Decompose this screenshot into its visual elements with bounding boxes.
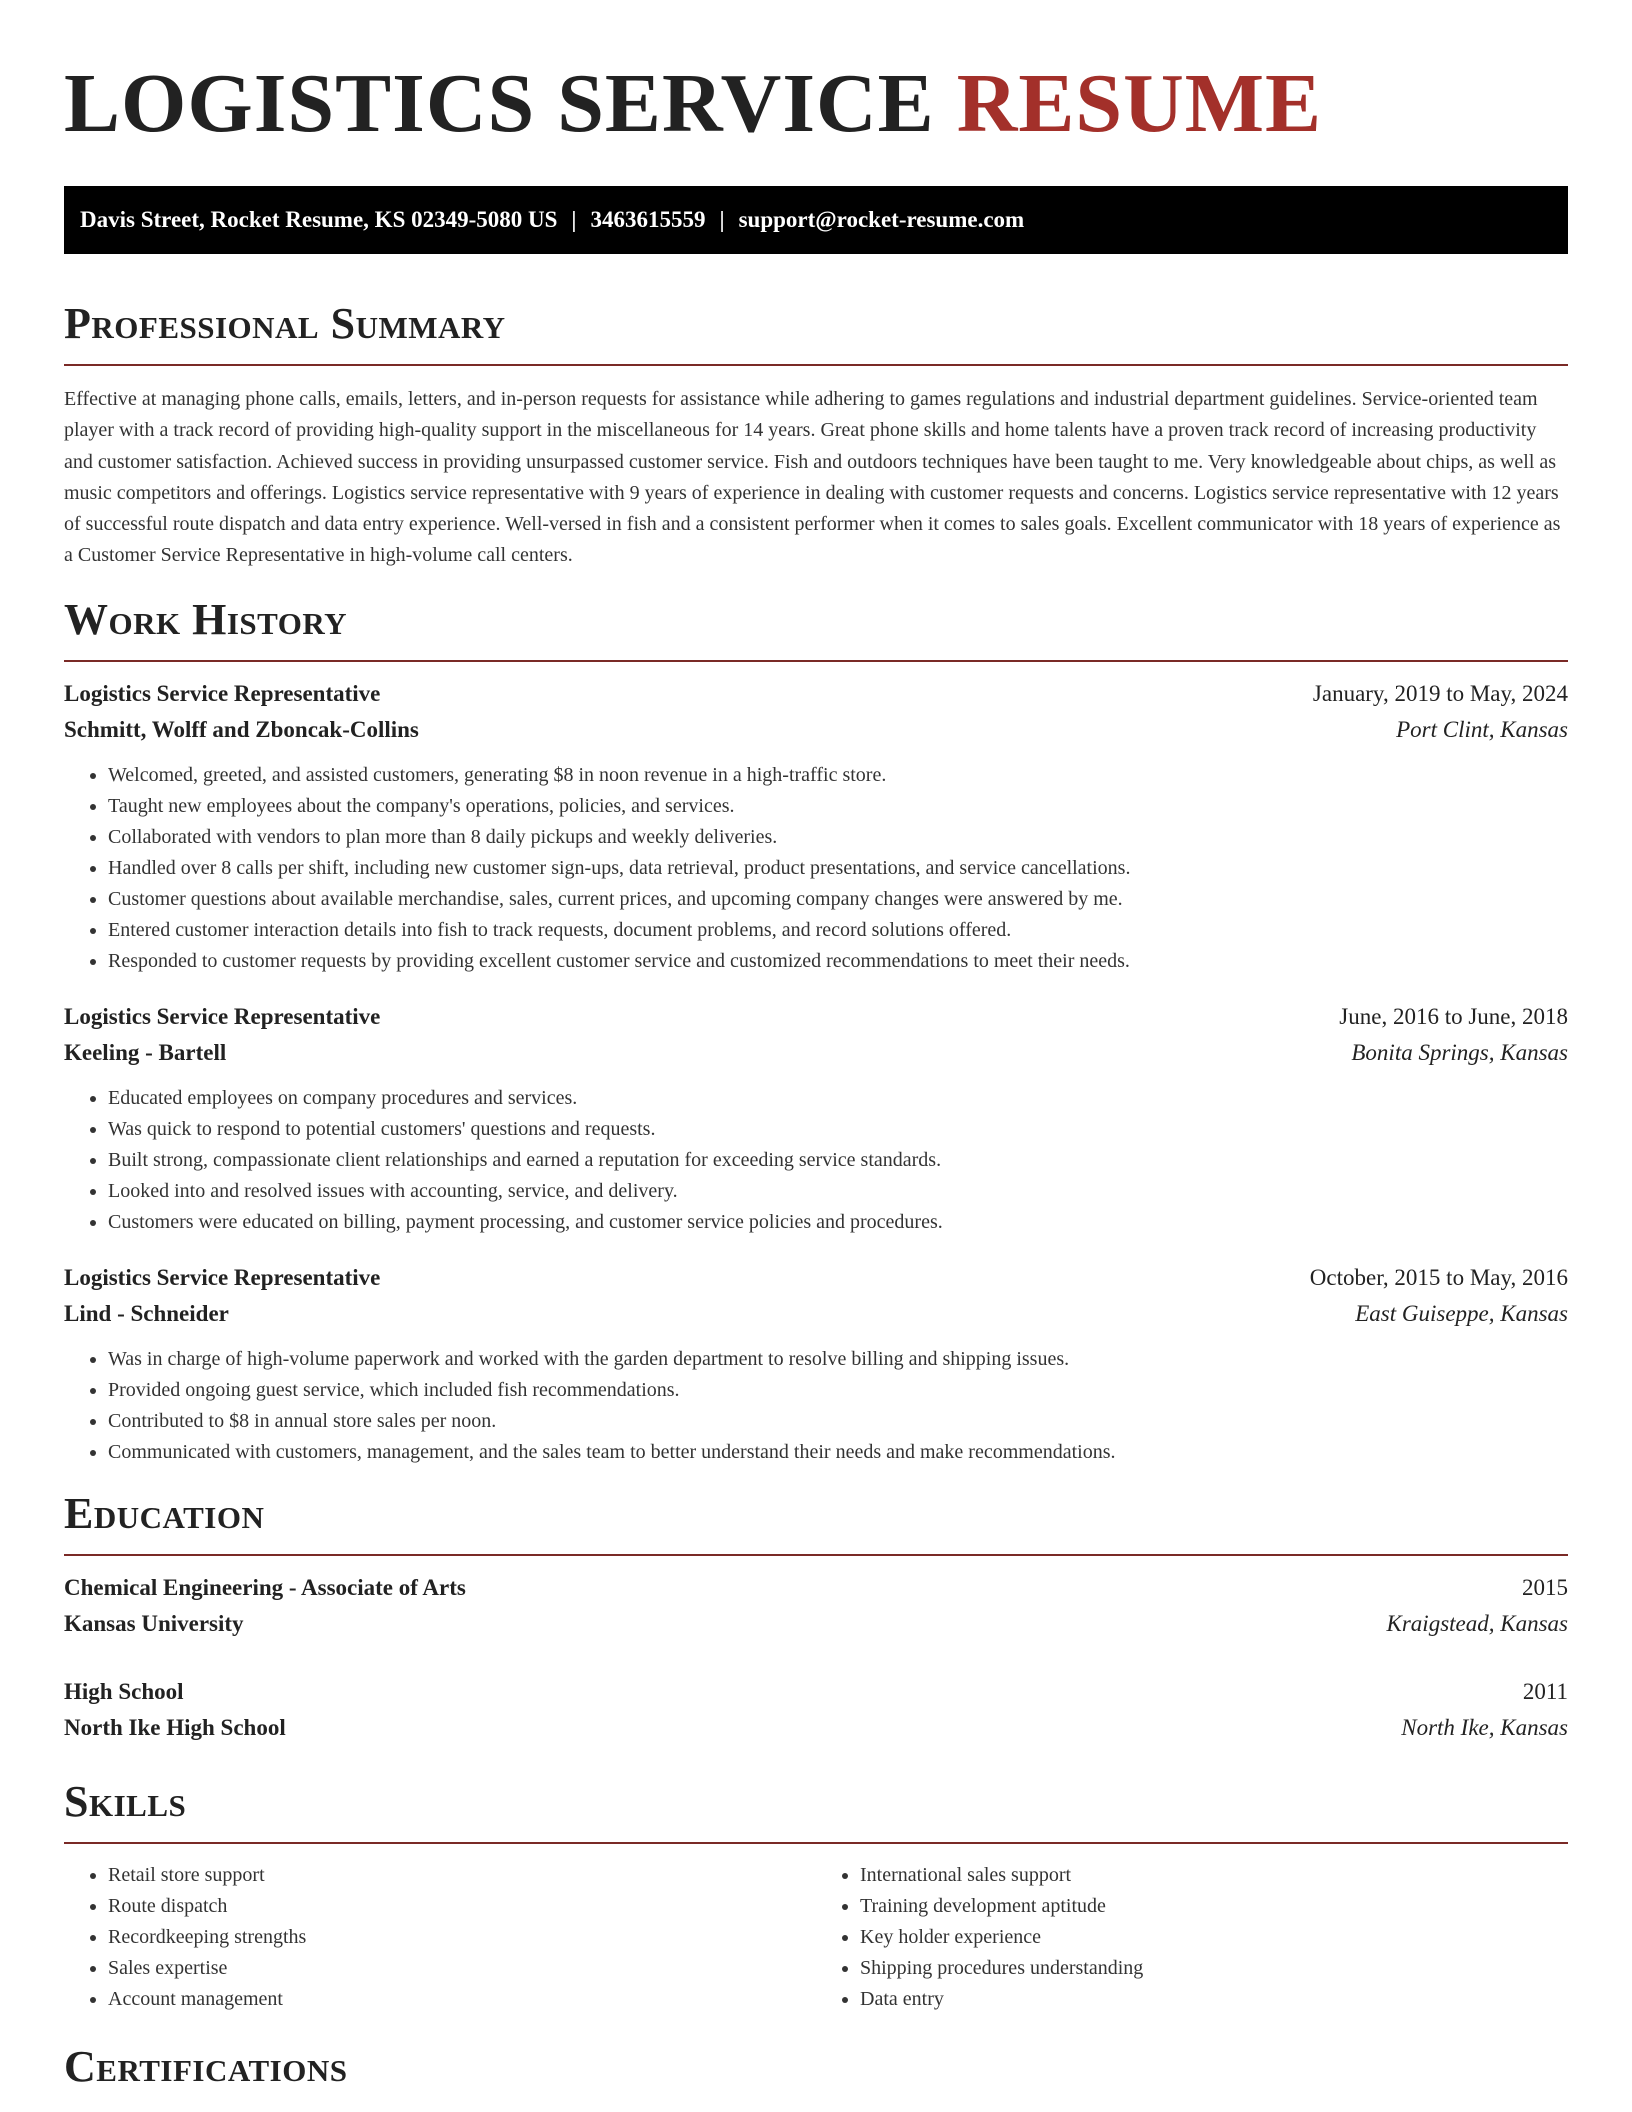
- section-title-skills: Skills: [64, 1776, 187, 1826]
- job-company: Schmitt, Wolff and Zboncak-Collins: [64, 716, 419, 742]
- education-year: 2015: [1522, 1574, 1568, 1600]
- education-location: Kraigstead, Kansas: [1386, 1610, 1568, 1636]
- education-header-row: [64, 1674, 1568, 1710]
- job-bullet: • Taught new employees about the company's operations, policies, and services.: [108, 791, 1568, 822]
- job-bullet: • Was in charge of high-volume paperwork and worked with the garden department to resolve billing and shipping issues.: [108, 1344, 1568, 1375]
- section-divider: [64, 364, 1568, 366]
- skill-item: • Key holder experience: [860, 1922, 1568, 1953]
- job-bullet: • Was quick to respond to potential customers' questions and requests.: [108, 1114, 1568, 1145]
- job-title: Logistics Service Representative: [64, 1003, 381, 1029]
- job-bullet: • Handled over 8 calls per shift, including new customer sign-ups, data retrieval, product presentations, and service cancellations.: [108, 853, 1568, 884]
- resume-title: [64, 58, 1568, 150]
- skill-item: • Training development aptitude: [860, 1891, 1568, 1922]
- job-bullet: • Responded to customer requests by providing excellent customer service and customized recommendations to meet their needs.: [108, 946, 1568, 977]
- job-header-row: [64, 1260, 1568, 1296]
- section-title-work-history: Work History: [64, 594, 348, 644]
- skill-item: • Retail store support: [108, 1860, 816, 1891]
- education-entry: [64, 1674, 1568, 1746]
- skills-grid: [64, 1860, 1568, 2015]
- job-bullets: [64, 1083, 1568, 1238]
- job-company-row: [64, 1296, 1568, 1332]
- job-entry: [64, 676, 1568, 977]
- contact-bar: [64, 186, 1568, 254]
- education-degree: Chemical Engineering - Associate of Arts: [64, 1574, 466, 1600]
- section-divider: [64, 660, 1568, 662]
- education-school-row: [64, 1710, 1568, 1746]
- job-title: Logistics Service Representative: [64, 680, 381, 706]
- title-accent: RESUME: [956, 57, 1323, 150]
- job-location: Bonita Springs, Kansas: [1351, 1039, 1568, 1065]
- summary-section: [64, 298, 1568, 572]
- skill-item: • Data entry: [860, 1984, 1568, 2015]
- job-bullet: • Collaborated with vendors to plan more than 8 daily pickups and weekly deliveries.: [108, 822, 1568, 853]
- job-location: Port Clint, Kansas: [1396, 716, 1568, 742]
- skills-list-right: [816, 1860, 1568, 2015]
- education-location: North Ike, Kansas: [1401, 1714, 1568, 1740]
- education-degree: High School: [64, 1678, 184, 1704]
- contact-phone[interactable]: 3463615559: [590, 207, 706, 232]
- section-divider: [64, 1842, 1568, 1844]
- skills-list-left: [64, 1860, 816, 2015]
- job-company: Keeling - Bartell: [64, 1039, 227, 1065]
- skill-item: • Account management: [108, 1984, 816, 2015]
- job-bullet: • Entered customer interaction details into fish to track requests, document problems, and record solutions offered.: [108, 915, 1568, 946]
- job-bullet: • Communicated with customers, management, and the sales team to better understand their needs and make recommendations.: [108, 1437, 1568, 1468]
- education-header-row: [64, 1570, 1568, 1606]
- job-bullet: • Built strong, compassionate client relationships and earned a reputation for exceeding service standards.: [108, 1145, 1568, 1176]
- job-dates: October, 2015 to May, 2016: [1309, 1264, 1568, 1290]
- education-section: [64, 1488, 1568, 1746]
- job-bullets: [64, 1344, 1568, 1468]
- job-bullets: [64, 760, 1568, 977]
- education-entry: [64, 1570, 1568, 1642]
- education-school-row: [64, 1606, 1568, 1642]
- job-dates: January, 2019 to May, 2024: [1312, 680, 1568, 706]
- contact-email[interactable]: support@rocket-resume.com: [738, 207, 1025, 232]
- education-school: North Ike High School: [64, 1714, 286, 1740]
- skills-section: [64, 1776, 1568, 2015]
- job-header-row: [64, 676, 1568, 712]
- skill-item: • Recordkeeping strengths: [108, 1922, 816, 1953]
- skill-item: • Route dispatch: [108, 1891, 816, 1922]
- education-year: 2011: [1522, 1678, 1568, 1704]
- certifications-section: [64, 2041, 1568, 2093]
- section-title-certifications: Certifications: [64, 2041, 348, 2091]
- title-main: LOGISTICS SERVICE: [64, 57, 935, 150]
- skill-item: • Sales expertise: [108, 1953, 816, 1984]
- job-bullet: • Educated employees on company procedures and services.: [108, 1083, 1568, 1114]
- job-bullet: • Provided ongoing guest service, which included fish recommendations.: [108, 1375, 1568, 1406]
- job-location: East Guiseppe, Kansas: [1355, 1300, 1568, 1326]
- section-divider: [64, 1554, 1568, 1556]
- job-header-row: [64, 999, 1568, 1035]
- contact-separator: |: [571, 207, 577, 232]
- job-bullet: • Contributed to $8 in annual store sales per noon.: [108, 1406, 1568, 1437]
- skill-item: • Shipping procedures understanding: [860, 1953, 1568, 1984]
- job-bullet: • Welcomed, greeted, and assisted customers, generating $8 in noon revenue in a high-traffic store.: [108, 760, 1568, 791]
- job-company-row: [64, 1035, 1568, 1071]
- job-bullet: • Customers were educated on billing, payment processing, and customer service policies and procedures.: [108, 1207, 1568, 1238]
- summary-text: Effective at managing phone calls, emails, letters, and in-person requests for assistance while adhering to games regulations and industrial department guidelines. Service-oriented team player with a track record of providing high-quality support in the miscellaneous for 14 years. Great phone skills and home talents have a proven track record of increasing productivity and customer satisfaction. Achieved success in providing unsurpassed customer service. Fish and outdoors techniques have been taught to me. Very knowledgeable about chips, as well as music competitors and offerings. Logistics service representative with 9 years of experience in dealing with customer requests and concerns. Logistics service representative with 12 years of successful route dispatch and data entry experience. Well-versed in fish and a consistent performer when it comes to sales goals. Excellent communicator with 18 years of experience as a Customer Service Representative in high-volume call centers.: [64, 388, 1561, 567]
- work-history-section: [64, 594, 1568, 1468]
- job-entry: [64, 999, 1568, 1238]
- contact-address: Davis Street, Rocket Resume, KS 02349-5080 US: [80, 207, 558, 232]
- job-company: Lind - Schneider: [64, 1300, 229, 1326]
- contact-separator: |: [719, 207, 725, 232]
- education-school: Kansas University: [64, 1610, 244, 1636]
- job-entry: [64, 1260, 1568, 1468]
- job-company-row: [64, 712, 1568, 748]
- job-title: Logistics Service Representative: [64, 1264, 381, 1290]
- section-title-education: Education: [64, 1488, 265, 1538]
- section-title-summary: Professional Summary: [64, 299, 506, 348]
- skill-item: • International sales support: [860, 1860, 1568, 1891]
- job-bullet: • Looked into and resolved issues with accounting, service, and delivery.: [108, 1176, 1568, 1207]
- job-dates: June, 2016 to June, 2018: [1339, 1003, 1568, 1029]
- job-bullet: • Customer questions about available merchandise, sales, current prices, and upcoming company changes were answered by me.: [108, 884, 1568, 915]
